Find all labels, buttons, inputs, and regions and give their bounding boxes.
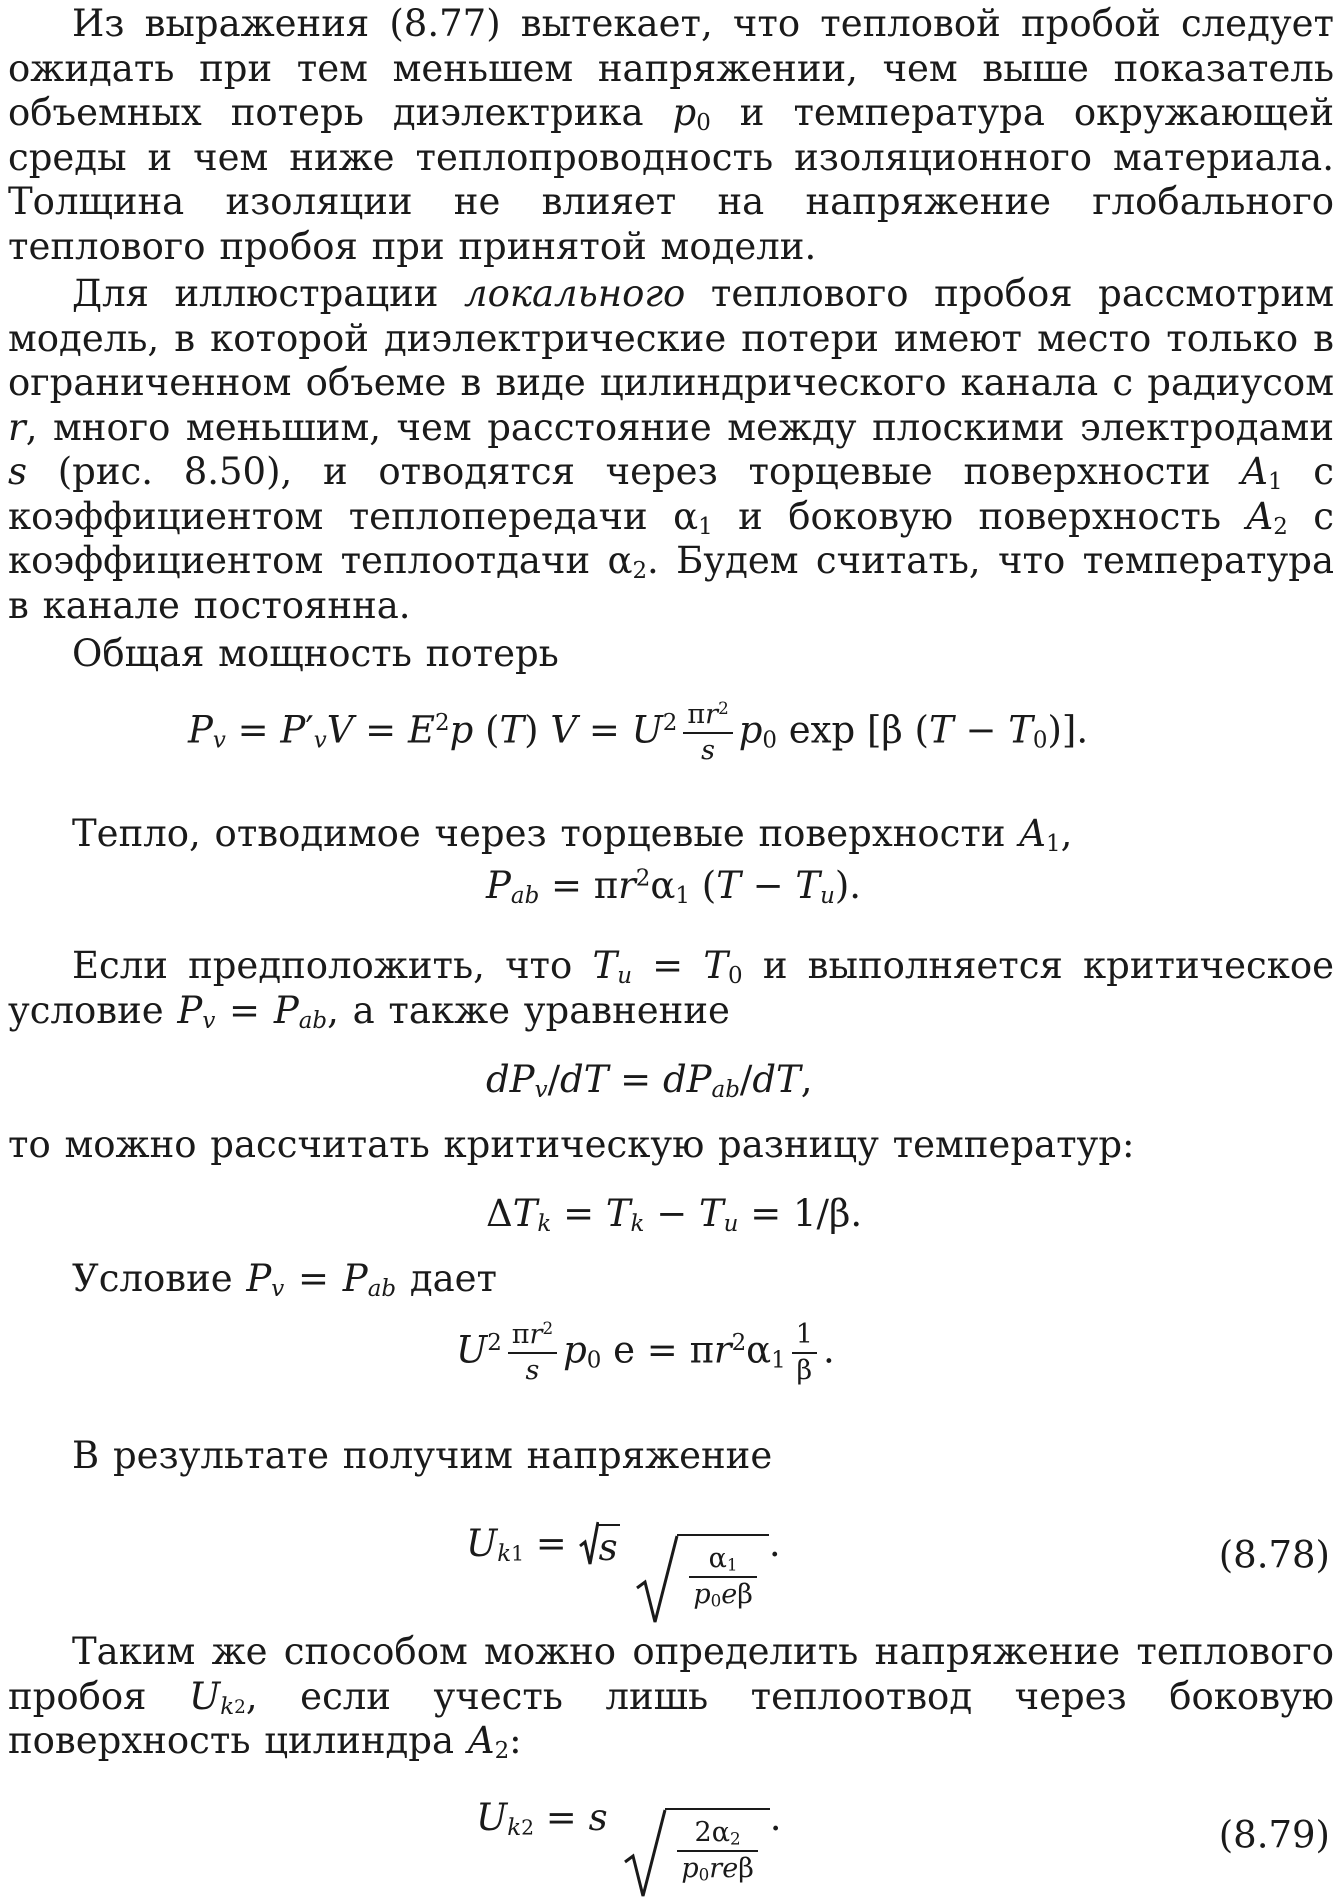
paragraph-9: Таким же способом можно определить напряжение теплового пробоя $U_{k2}$, если учесть лишь теплоотвод через боковую поверхность цилиндра $A_2$: <box>8 1630 1335 1765</box>
formula-uk2: $U_{k2} = s$ $\frac{2\alpha_2}{p_0re\beta}$ . (8.79) <box>8 1780 1334 1889</box>
paragraph-7: Условие $P_v = P_{ab}$ дает <box>72 1257 498 1303</box>
paragraph-1: Из выражения (8.77) вытекает, что тепловой пробой следует ожидать при тем меньшем напряжении, чем выше показатель объемных потерь диэлектрика $p_0$ и температура окружающей среды и чем ниже теплопроводность изоляционного материала. Толщина изоляции не влияет на напряжение глобального теплового пробоя при принятой модели. <box>8 2 1334 268</box>
sqrt-alpha-over-p0-e-beta: $\frac{\alpha_1}{p_0e\beta}$ <box>635 1534 769 1610</box>
paragraph-5: Если предположить, что $T_u = T_0$ и выполняется критическое условие $P_v = P_{ab}$, а также уравнение <box>8 944 1335 1034</box>
formula-uk1: $U_{k1}$ = s $\frac{\alpha_1}{p_0e\beta}$ . (8.78) <box>8 1500 1334 1610</box>
formula-derivative-condition: $dP_v/dT = dP_{ab}/dT$, <box>486 1058 813 1104</box>
formula-critical-temperature-difference: $\Delta T_k = T_k - T_u = 1/\beta$. <box>486 1192 863 1238</box>
equation-number-8-79: (8.79) <box>1218 1813 1330 1856</box>
paragraph-2: Для иллюстрации локального теплового пробоя рассмотрим модель, в которой диэлектрические потери имеют место только в ограниченном объеме в виде цилиндрического канала с радиусом r, много меньшим, чем расстояние между плоскими электродами s (рис. 8.50), и отводятся через торцевые поверхности $A_1$ с коэффициентом теплопередачи $\alpha_1$ и боковую поверхность $A_2$ с коэффициентом теплоотдачи $\alpha_2$. Будем считать, что температура в канале постоянна. <box>8 272 1335 627</box>
symbol-p0: p <box>672 91 697 134</box>
equation-number-8-78: (8.78) <box>1218 1533 1330 1577</box>
paragraph-8: В результате получим напряжение <box>72 1434 773 1477</box>
formula-heat-removed-ends: $P_{ab} = \pi r^2\alpha_1$ $(T - T_u)$. <box>486 864 862 910</box>
paragraph-3: Общая мощность потерь <box>72 632 559 675</box>
emphasis-local: локального <box>464 272 686 315</box>
sqrt-s: s <box>579 1524 620 1569</box>
formula-total-loss-power: $P_v = P'_vV = E^2p$ (T) $V = U^2$ $\frac{\pi r^2}{s}$ $p_0$ exp [β $(T - T_0)$]. <box>188 697 1089 766</box>
formula-critical-condition: $U^2$ $\frac{\pi r^2}{s}$ $p_0$ $e = \pi r^2\alpha_1$ $\frac{1}{\beta}$ . <box>456 1317 835 1386</box>
paragraph-4: Тепло, отводимое через торцевые поверхности $A_1$, <box>72 812 1073 858</box>
sqrt-2alpha-over-p0-r-e-beta: $\frac{2\alpha_2}{p_0re\beta}$ <box>623 1808 769 1884</box>
document-page <box>8 0 1334 1889</box>
paragraph-6: то можно рассчитать критическую разницу температур: <box>8 1123 1135 1166</box>
